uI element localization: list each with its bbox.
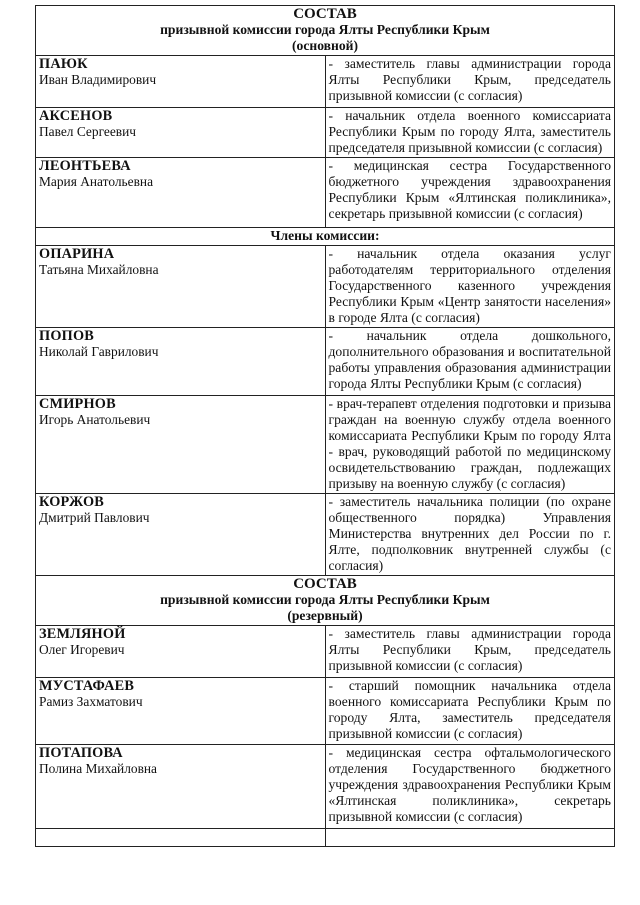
member-name-cell [36,56,326,108]
member-role-cell [325,108,615,158]
member-given-name: Полина Михайловна [39,761,158,776]
member-role: - медицинская сестра офтальмологического отделения Государственного бюджетного учреждения здравоохранения Республики Крым «Ялтинская поликлиника», секретарь призывной комиссии (с согласия) [328,745,611,824]
table-row [36,328,615,396]
member-role: - медицинская сестра Государственного бюджетного учреждения здравоохранения Республики Крым «Ялтинская поликлиника», секретарь призывной комиссии (с согласия) [328,158,611,221]
member-surname: СМИРНОВ [39,396,116,412]
table-row [36,745,615,829]
member-name-cell [36,494,326,576]
member-given-name: Татьяна Михайловна [39,262,159,277]
table-row [36,56,615,108]
main-section-header [36,6,615,56]
member-surname: ЗЕМЛЯНОЙ [39,626,126,642]
commission-roster-table [35,5,615,847]
reserve-section-header [36,576,615,626]
member-given-name: Николай Гаврилович [39,344,159,359]
member-given-name: Игорь Анатольевич [39,412,151,427]
member-role: - заместитель главы администрации города Ялты Республики Крым, председатель призывной комиссии (с согласия) [328,56,611,103]
blank-role-cell [325,829,615,847]
member-role: - начальник отдела оказания услуг работодателям территориального отделения Государственного казенного учреждения Республики Крым «Центр занятости населения» в городе Ялта (с согласия) [328,246,611,325]
member-name-cell [36,626,326,678]
table-row [36,108,615,158]
member-given-name: Павел Сергеевич [39,124,136,139]
member-given-name: Олег Игоревич [39,642,125,657]
member-role: - заместитель главы администрации города Ялты Республики Крым, председатель призывной комиссии (с согласия) [328,626,611,673]
table-row [36,626,615,678]
blank-trailing-row [36,829,615,847]
main-section-kind: (основной) [292,38,358,53]
member-name-cell [36,678,326,745]
member-role: - начальник отдела дошкольного, дополнительного образования и воспитательной работы управления образования администрации города Ялты Республики Крым (с согласия) [328,328,611,391]
member-surname: ЛЕОНТЬЕВА [39,158,131,174]
reserve-section-kind: (резервный) [287,608,363,623]
member-name-cell [36,328,326,396]
member-surname: ОПАРИНА [39,246,115,262]
member-given-name: Иван Владимирович [39,72,157,87]
member-role-cell [325,246,615,328]
reserve-section-title: СОСТАВ [293,576,357,592]
table-row [36,246,615,328]
member-role-cell [325,745,615,829]
member-role-cell [325,56,615,108]
member-surname: КОРЖОВ [39,494,104,510]
blank-name-cell [36,829,326,847]
member-role-cell [325,158,615,228]
member-role-cell [325,328,615,396]
member-name-cell [36,396,326,494]
member-surname: МУСТАФАЕВ [39,678,135,694]
member-role-cell [325,494,615,576]
member-surname: АКСЕНОВ [39,108,113,124]
member-name-cell [36,108,326,158]
member-role: - врач-терапевт отделения подготовки и призыва граждан на военную службу отдела военного комиссариата Республики Крым по городу Ялта - врач, руководящий работой по медицинскому освидетельствованию граждан, подлежащих призыву на военную службу (с согласия) [328,396,611,491]
member-role: - заместитель начальника полиции (по охране общественного порядка) Управления Министерства внутренних дел России по г. Ялте, подполковник внутренней службы (с согласия) [328,494,611,573]
member-name-cell [36,158,326,228]
member-name-cell [36,246,326,328]
member-role-cell [325,396,615,494]
member-surname: ПАЮК [39,56,88,72]
member-surname: ПОТАПОВА [39,745,123,761]
member-given-name: Рамиз Захматович [39,694,143,709]
members-heading-row [36,228,615,246]
member-role: - старший помощник начальника отдела военного комиссариата Республики Крым по городу Ялта, заместитель председателя призывной комиссии (с согласия) [328,678,611,741]
member-name-cell [36,745,326,829]
table-row [36,396,615,494]
reserve-section-header-row [36,576,615,626]
member-role-cell [325,626,615,678]
table-row [36,158,615,228]
main-section-header-row [36,6,615,56]
main-section-subtitle: призывной комиссии города Ялты Республики Крым [160,22,490,37]
member-given-name: Дмитрий Павлович [39,510,150,525]
member-surname: ПОПОВ [39,328,95,344]
member-role-cell [325,678,615,745]
table-row [36,678,615,745]
reserve-section-subtitle: призывной комиссии города Ялты Республики Крым [160,592,490,607]
member-role: - начальник отдела военного комиссариата Республики Крым по городу Ялта, заместитель председателя призывной комиссии (с согласия) [328,108,611,155]
member-given-name: Мария Анатольевна [39,174,154,189]
main-section-title: СОСТАВ [293,6,357,22]
members-heading: Члены комиссии: [36,228,615,246]
table-row [36,494,615,576]
